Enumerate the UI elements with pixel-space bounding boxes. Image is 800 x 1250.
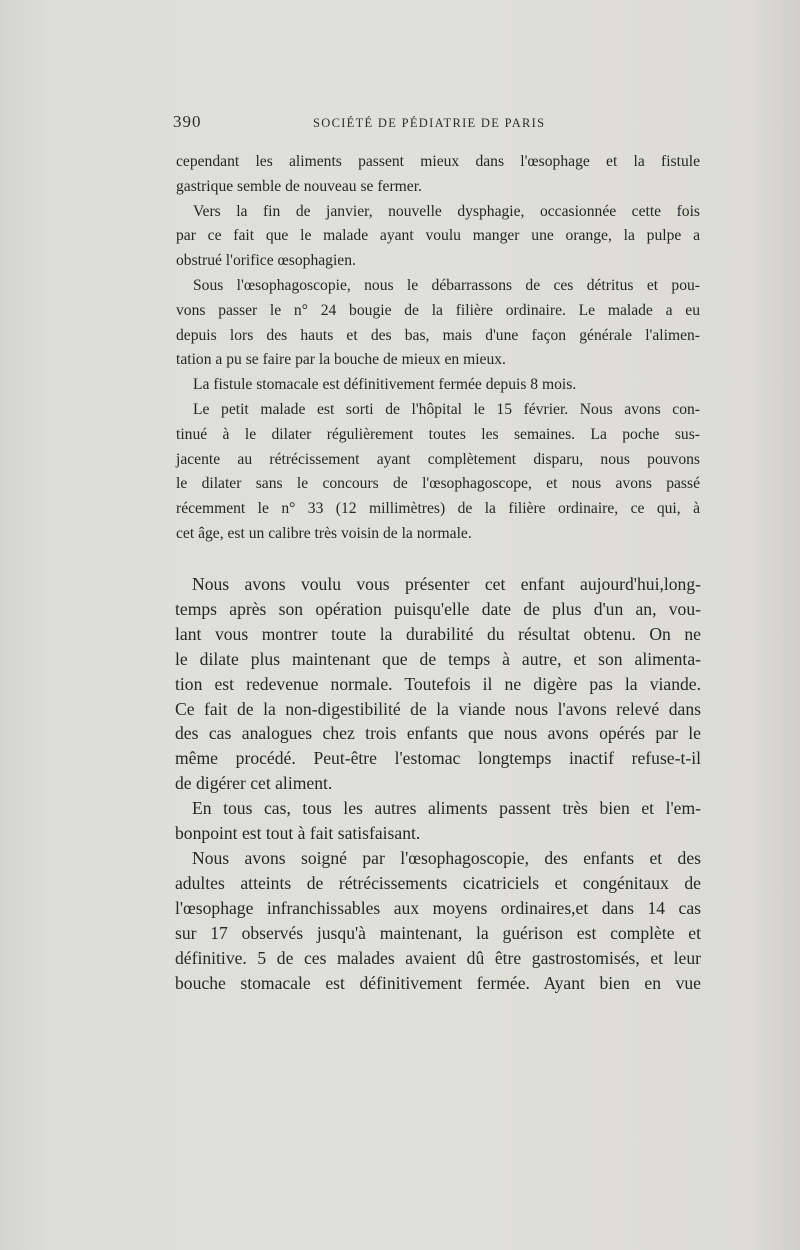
text-line: gastrique semble de nouveau se fermer. — [176, 177, 422, 195]
body-text-small — [176, 150, 700, 547]
text-line: récemment le n° 33 (12 millimètres) de la filière ordinaire, ce qui, à — [176, 500, 700, 518]
text-line: depuis lors des hauts et des bas, mais d'une façon générale l'alimen- — [176, 326, 700, 344]
text-line: sur 17 observés jusqu'à maintenant, la guérison est complète et — [175, 922, 701, 943]
text-line: Nous avons soigné par l'œsophagoscopie, des enfants et des — [192, 847, 701, 868]
text-line: bouche stomacale est définitivement fermée. Ayant bien en vue — [175, 972, 701, 993]
text-line: le dilate plus maintenant que de temps à autre, et son alimenta- — [175, 648, 701, 669]
text-line: obstrué l'orifice œsophagien. — [176, 252, 356, 270]
text-line: de digérer cet aliment. — [175, 773, 333, 794]
text-line: Sous l'œsophagoscopie, nous le débarrassons de ces détritus et pou- — [193, 276, 700, 294]
text-line: cependant les aliments passent mieux dans l'œsophage et la fistule — [176, 153, 700, 170]
text-line: définitive. 5 de ces malades avaient dû être gastrostomisés, et leur — [175, 947, 701, 968]
text-line: le dilater sans le concours de l'œsophagoscope, et nous avons passé — [176, 475, 700, 493]
text-line: Le petit malade est sorti de l'hôpital le 15 février. Nous avons con- — [193, 400, 700, 418]
text-line: même procédé. Peut-être l'estomac longtemps inactif refuse-t-il — [175, 748, 701, 769]
text-line: tion est redevenue normale. Toutefois il ne digère pas la viande. — [175, 673, 701, 694]
text-line: l'œsophage infranchissables aux moyens ordinaires,et dans 14 cas — [175, 897, 701, 918]
text-line: bonpoint est tout à fait satisfaisant. — [175, 823, 421, 844]
running-title: SOCIÉTÉ DE PÉDIATRIE DE PARIS — [313, 116, 546, 130]
text-line: tation a pu se faire par la bouche de mieux en mieux. — [176, 351, 506, 369]
text-line: lant vous montrer toute la durabilité du résultat obtenu. On ne — [175, 623, 701, 644]
text-line: En tous cas, tous les autres aliments passent très bien et l'em- — [192, 798, 701, 819]
text-line: jacente au rétrécissement ayant complètement disparu, nous pouvons — [176, 450, 700, 468]
body-text-large — [175, 572, 701, 995]
text-line: des cas analogues chez trois enfants que nous avons opérés par le — [175, 723, 701, 744]
text-line: La fistule stomacale est définitivement fermée depuis 8 mois. — [193, 376, 577, 394]
page-header — [175, 112, 703, 136]
text-line: adultes atteints de rétrécissements cicatriciels et congénitaux de — [175, 872, 701, 893]
text-line: par ce fait que le malade ayant voulu manger une orange, la pulpe a — [176, 227, 700, 245]
text-line: Nous avons voulu vous présenter cet enfant aujourd'hui,long- — [192, 574, 701, 594]
text-line: Vers la fin de janvier, nouvelle dysphagie, occasionnée cette fois — [193, 202, 700, 220]
text-line: tinué à le dilater régulièrement toutes les semaines. La poche sus- — [176, 425, 700, 443]
page-number: 390 — [173, 112, 202, 131]
text-line: vons passer le n° 24 bougie de la filière ordinaire. Le malade a eu — [176, 301, 700, 319]
text-line: cet âge, est un calibre très voisin de la normale. — [176, 524, 472, 542]
text-line: temps après son opération puisqu'elle date de plus d'un an, vou- — [175, 598, 701, 619]
text-line: Ce fait de la non-digestibilité de la viande nous l'avons relevé dans — [175, 698, 701, 719]
